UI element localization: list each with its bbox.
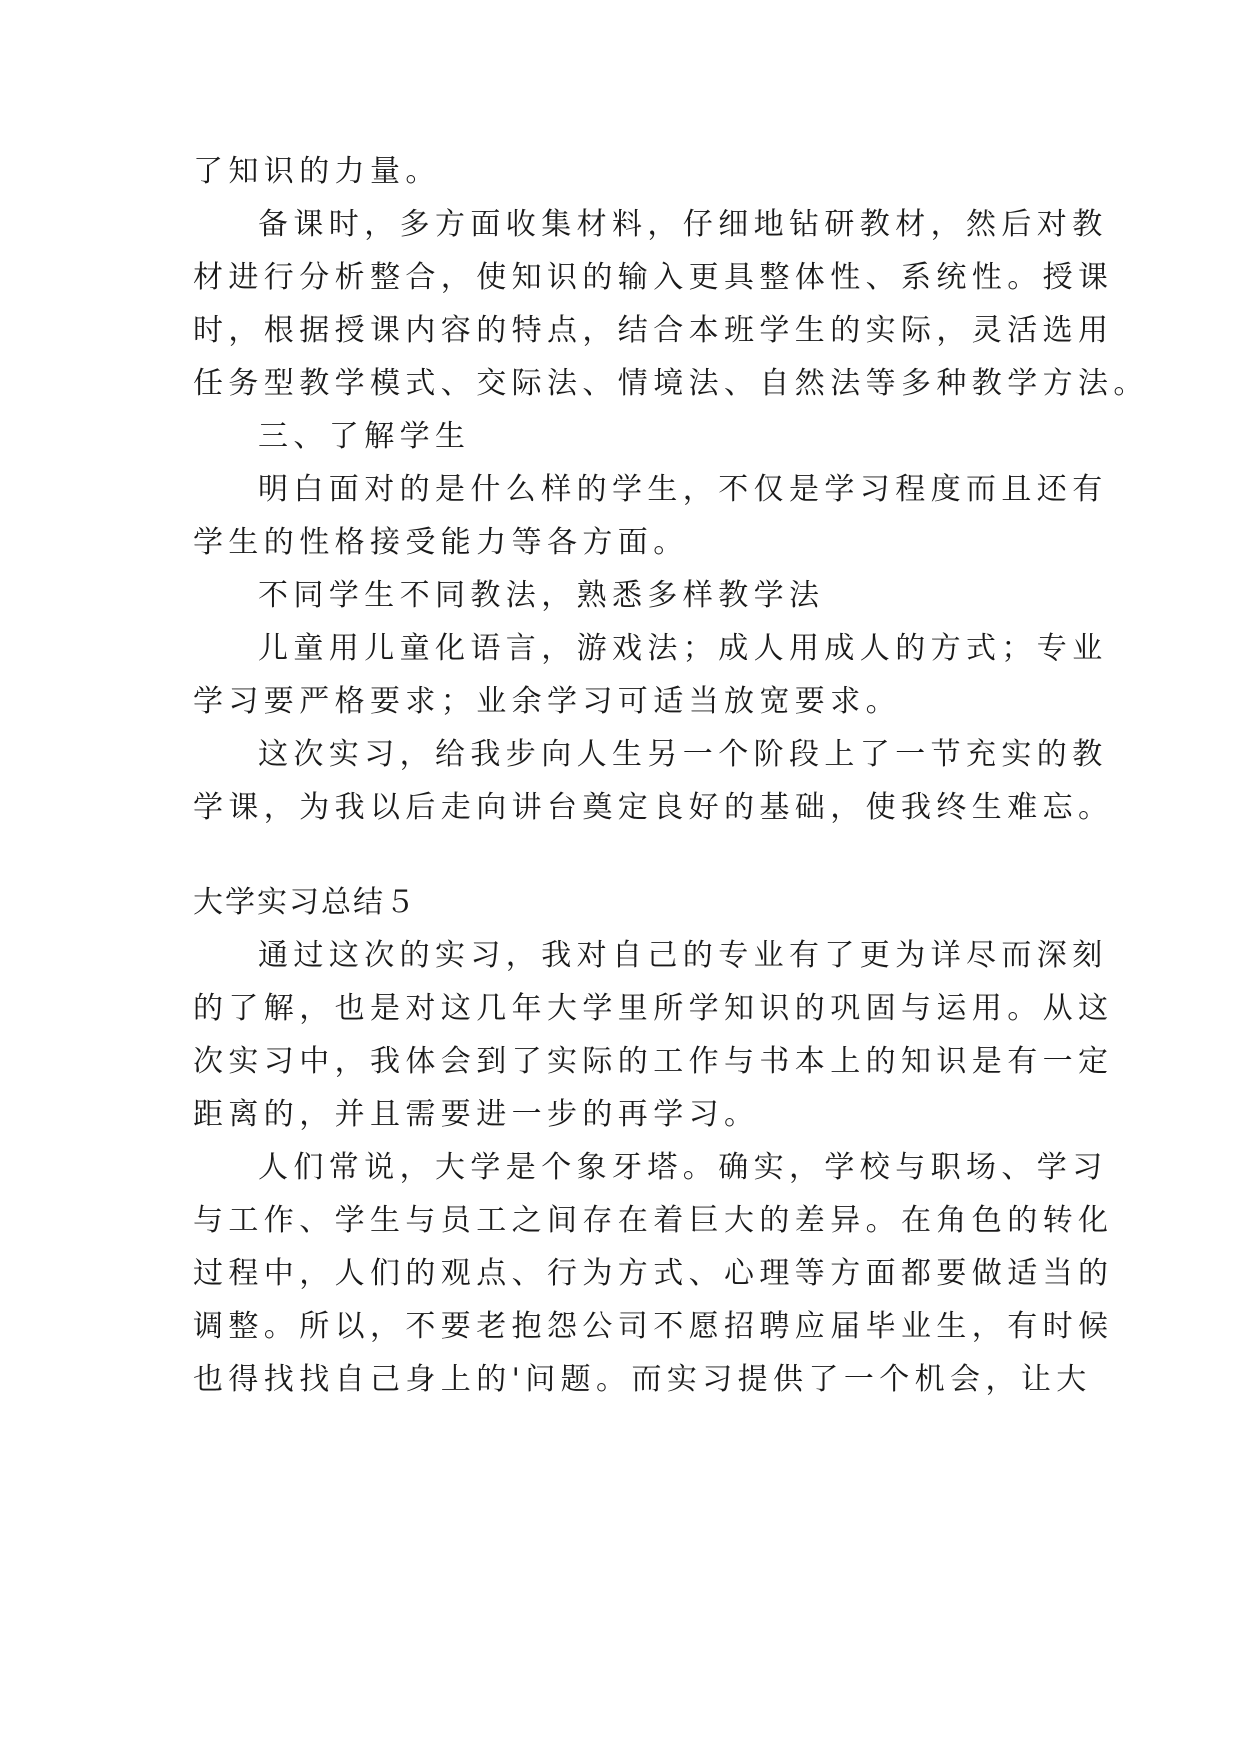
paragraph-line: 时，根据授课内容的特点，结合本班学生的实际，灵活选用 bbox=[193, 313, 1114, 348]
paragraph-line: 备课时，多方面收集材料，仔细地钻研教材，然后对教 bbox=[258, 207, 1108, 242]
paragraph-line: 的了解，也是对这几年大学里所学知识的巩固与运用。从这 bbox=[193, 991, 1114, 1026]
paragraph-line: 学习要严格要求；业余学习可适当放宽要求。 bbox=[193, 684, 901, 719]
paragraph-line: 距离的，并且需要进一步的再学习。 bbox=[193, 1097, 760, 1132]
paragraph-line: 过程中，人们的观点、行为方式、心理等方面都要做适当的 bbox=[193, 1256, 1114, 1291]
paragraph-line: 明白面对的是什么样的学生，不仅是学习程度而且还有 bbox=[258, 472, 1108, 507]
paragraph-line: 儿童用儿童化语言，游戏法；成人用成人的方式；专业 bbox=[258, 631, 1108, 666]
paragraph-line: 人们常说，大学是个象牙塔。确实，学校与职场、学习 bbox=[258, 1150, 1108, 1185]
paragraph-line: 与工作、学生与员工之间存在着巨大的差异。在角色的转化 bbox=[193, 1203, 1114, 1238]
paragraph-line: 学生的性格接受能力等各方面。 bbox=[193, 525, 689, 560]
paragraph-line: 不同学生不同教法，熟悉多样教学法 bbox=[258, 578, 825, 613]
section-heading: 三、了解学生 bbox=[258, 419, 471, 454]
paragraph-line: 次实习中，我体会到了实际的工作与书本上的知识是有一定 bbox=[193, 1044, 1114, 1079]
paragraph-line: 学课，为我以后走向讲台奠定良好的基础，使我终生难忘。 bbox=[193, 790, 1114, 825]
document-heading: 大学实习总结５ bbox=[193, 885, 417, 920]
paragraph-line: 也得找找自己身上的'问题。而实习提供了一个机会，让大 bbox=[193, 1362, 1092, 1397]
paragraph-line: 这次实习，给我步向人生另一个阶段上了一节充实的教 bbox=[258, 737, 1108, 772]
paragraph-line: 调整。所以，不要老抱怨公司不愿招聘应届毕业生，有时候 bbox=[193, 1309, 1114, 1344]
paragraph-line: 材进行分析整合，使知识的输入更具整体性、系统性。授课 bbox=[193, 260, 1114, 295]
paragraph-line: 了知识的力量。 bbox=[193, 154, 441, 189]
paragraph-line: 任务型教学模式、交际法、情境法、自然法等多种教学方法。 bbox=[193, 366, 1149, 401]
paragraph-line: 通过这次的实习，我对自己的专业有了更为详尽而深刻 bbox=[258, 938, 1108, 973]
